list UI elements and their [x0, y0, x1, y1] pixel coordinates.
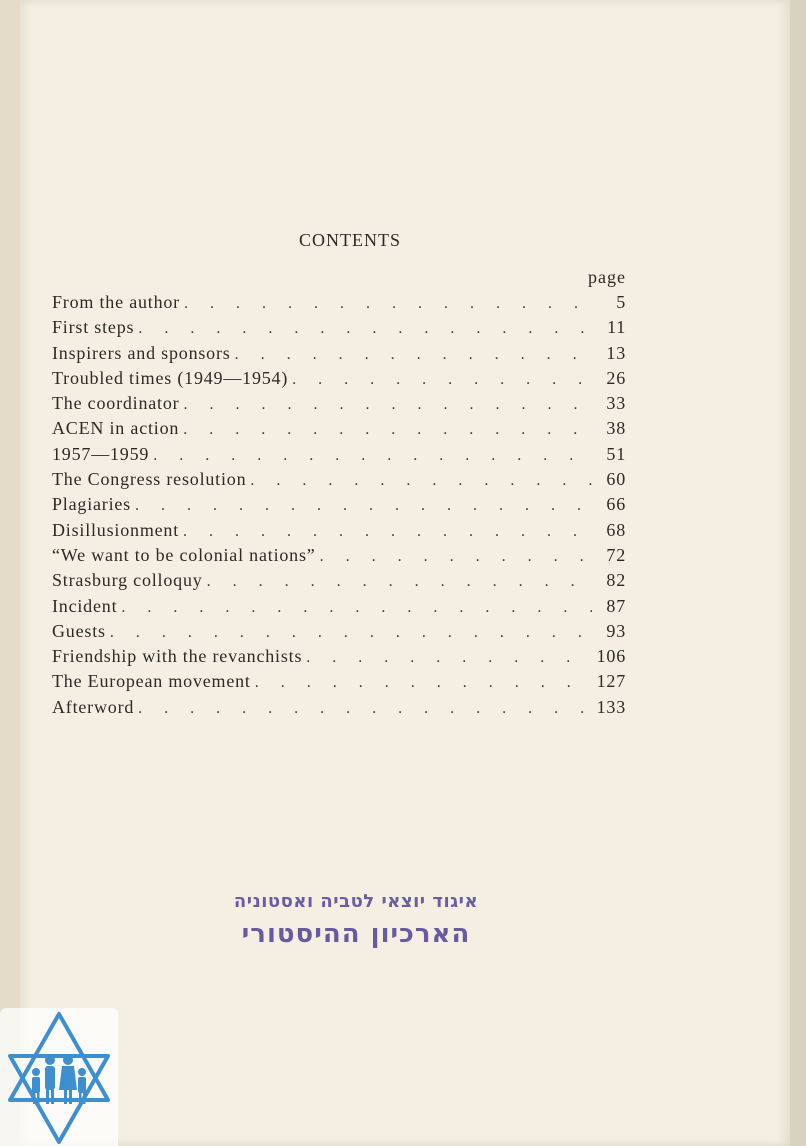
toc-entry-title: Inspirers and sponsors	[52, 342, 231, 363]
page-right-edge	[790, 0, 806, 1146]
toc-entry-title: Incident	[52, 595, 118, 616]
toc-entry	[52, 619, 626, 644]
page-left-edge	[0, 0, 20, 1146]
dot-leader	[207, 569, 592, 594]
star-of-david-family-logo	[0, 1008, 118, 1146]
toc-entry-page-number: 127	[596, 671, 626, 692]
toc-entry-title: Plagiaries	[52, 494, 131, 515]
dot-leader	[183, 392, 592, 417]
toc-entry	[52, 391, 626, 416]
toc-entry-page-number: 51	[606, 443, 626, 464]
star-of-david-icon	[0, 1008, 118, 1146]
toc-entry-title: From the author	[52, 292, 180, 312]
toc-entry-page-number: 66	[606, 494, 626, 515]
dot-leader	[153, 443, 592, 468]
toc-entry-title: ACEN in action	[52, 418, 180, 439]
dot-leader	[110, 620, 592, 645]
toc-entry	[52, 290, 626, 315]
dot-leader	[183, 519, 592, 544]
toc-entry-title: “We want to be colonial nations”	[52, 544, 316, 565]
toc-entry	[52, 543, 626, 568]
stamp-line-archive: הארכיון ההיסטורי	[241, 919, 471, 949]
toc-entry-page-number: 60	[606, 469, 626, 490]
page-column-label: page	[588, 267, 626, 287]
toc-entry-title: Disillusionment	[52, 519, 180, 540]
toc-entry-title: Afterword	[52, 696, 135, 717]
dot-leader	[138, 696, 590, 721]
toc-entry-page-number: 106	[596, 646, 626, 667]
toc-entry-page-number: 68	[606, 519, 626, 540]
toc-entry-page-number: 33	[606, 393, 626, 414]
toc-entry-title: The Congress resolution	[52, 469, 247, 490]
stamp-line-organization: איגוד יוצאי לטביה ואסטוניה	[233, 891, 479, 912]
toc-entry	[52, 492, 626, 517]
dot-leader	[306, 645, 590, 670]
dot-leader	[135, 493, 592, 518]
toc-entry-title: Troubled times (1949—1954)	[52, 367, 289, 388]
toc-entry-title: First steps	[52, 317, 135, 338]
family-figures-icon	[32, 1055, 86, 1104]
toc-entry-page-number: 5	[616, 292, 626, 312]
toc-entry-title: The coordinator	[52, 393, 180, 414]
toc-entry-page-number: 38	[606, 418, 626, 439]
toc-entry-title: Friendship with the revanchists	[52, 646, 303, 667]
toc-entry	[52, 467, 626, 492]
archive-stamp	[228, 888, 484, 952]
toc-entry-page-number: 13	[606, 342, 626, 363]
toc-entry-title: Strasburg colloquy	[52, 570, 203, 591]
toc-entry	[52, 644, 626, 669]
toc-entry	[52, 594, 626, 619]
dot-leader	[138, 316, 592, 341]
toc-entry	[52, 518, 626, 543]
toc-entry-page-number: 72	[606, 544, 626, 565]
dot-leader	[320, 544, 592, 569]
contents-heading: CONTENTS	[299, 230, 401, 250]
toc-entry-title: Guests	[52, 620, 106, 641]
toc-entry	[52, 695, 626, 720]
toc-entry-page-number: 133	[596, 696, 626, 717]
toc-entry	[52, 315, 626, 340]
table-of-contents	[52, 290, 626, 720]
toc-entry-page-number: 87	[606, 595, 626, 616]
toc-entry-page-number: 93	[606, 620, 626, 641]
toc-entry-page-number: 11	[607, 317, 626, 338]
toc-entry	[52, 568, 626, 593]
dot-leader	[250, 468, 592, 493]
dot-leader	[255, 670, 591, 695]
dot-leader	[235, 342, 592, 367]
dot-leader	[184, 291, 592, 316]
toc-entry-page-number: 26	[606, 367, 626, 388]
toc-entry	[52, 416, 626, 441]
toc-entry	[52, 341, 626, 366]
toc-entry-title: 1957—1959	[52, 443, 150, 464]
toc-entry-page-number: 82	[606, 570, 626, 591]
dot-leader	[121, 595, 592, 620]
toc-entry	[52, 366, 626, 391]
toc-entry-title: The European movement	[52, 671, 251, 692]
dot-leader	[292, 367, 592, 392]
toc-entry	[52, 442, 626, 467]
toc-entry	[52, 669, 626, 694]
dot-leader	[183, 417, 592, 442]
